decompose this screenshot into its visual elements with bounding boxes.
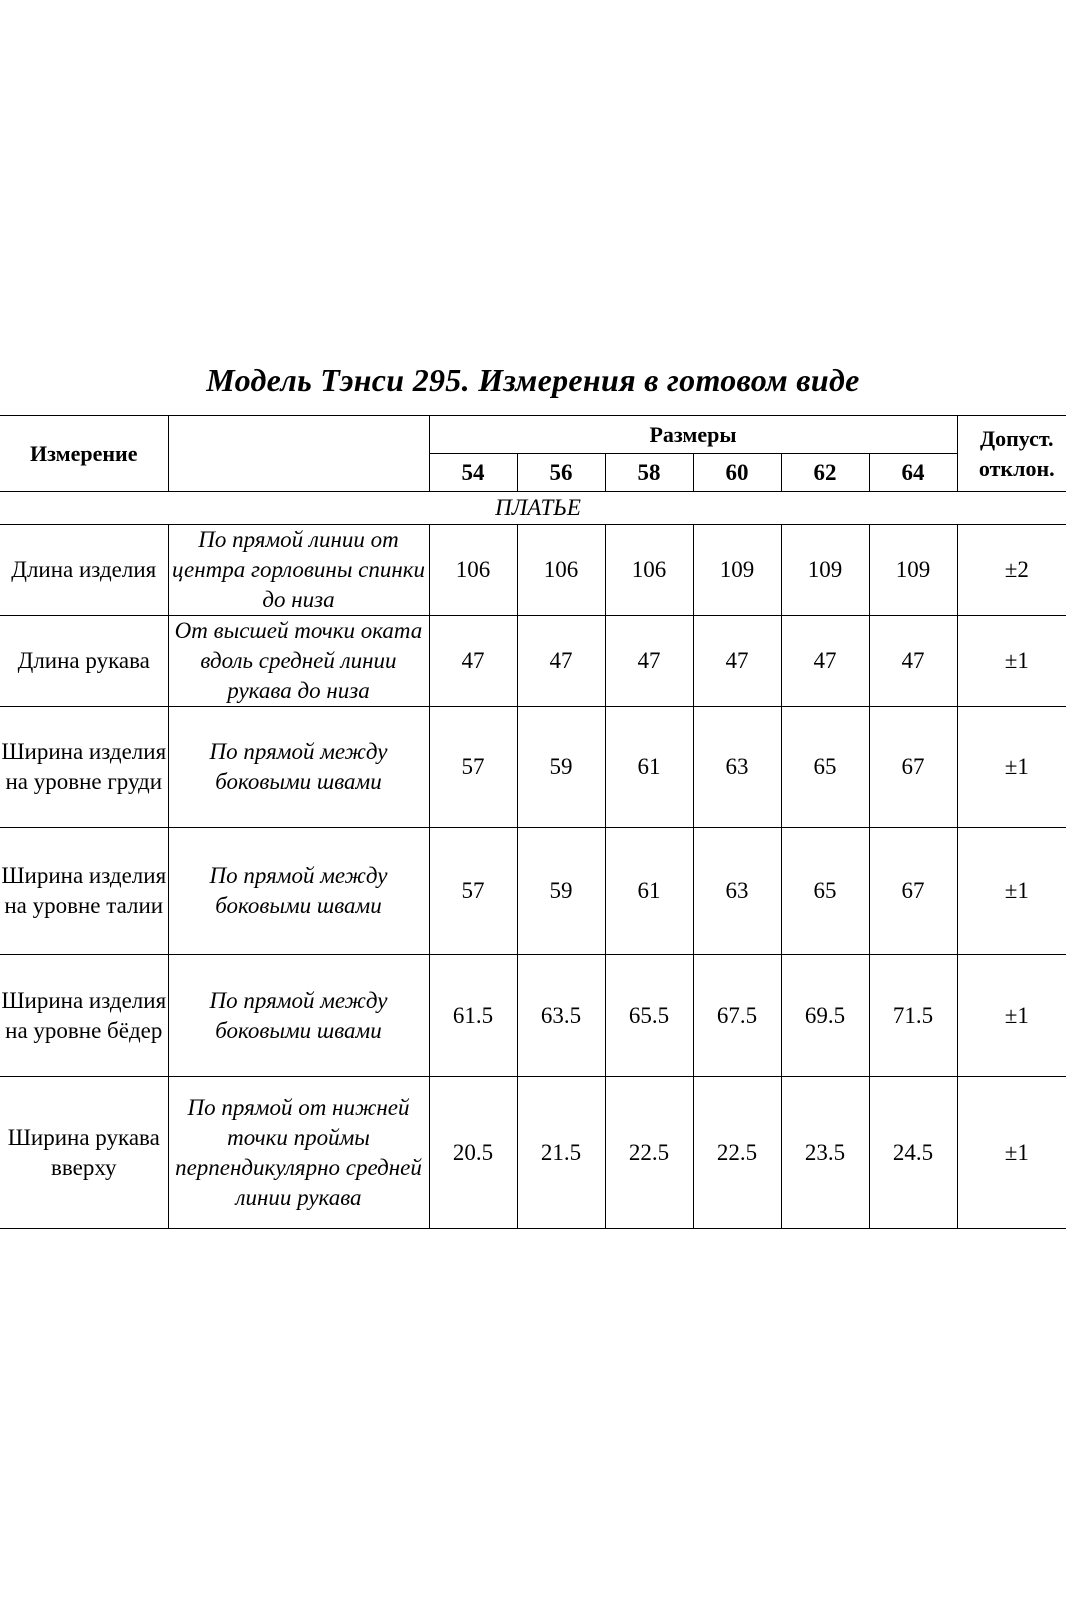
table-row bbox=[0, 707, 1066, 828]
size-header-62: 62 bbox=[781, 454, 869, 492]
value-cell: 109 bbox=[869, 525, 957, 616]
tolerance-cell: ±1 bbox=[957, 1077, 1066, 1229]
value-cell: 47 bbox=[605, 616, 693, 707]
value-cell: 24.5 bbox=[869, 1077, 957, 1229]
tolerance-cell: ±1 bbox=[957, 828, 1066, 955]
value-cell: 106 bbox=[429, 525, 517, 616]
value-cell: 22.5 bbox=[693, 1077, 781, 1229]
value-cell: 59 bbox=[517, 707, 605, 828]
value-cell: 57 bbox=[429, 828, 517, 955]
value-cell: 47 bbox=[869, 616, 957, 707]
size-header-54: 54 bbox=[429, 454, 517, 492]
measure-description: От высшей точки оката вдоль средней линии рукава до низа bbox=[168, 616, 429, 707]
size-header-64: 64 bbox=[869, 454, 957, 492]
value-cell: 63.5 bbox=[517, 955, 605, 1077]
measure-description: По прямой линии от центра горловины спинки до низа bbox=[168, 525, 429, 616]
value-cell: 69.5 bbox=[781, 955, 869, 1077]
value-cell: 21.5 bbox=[517, 1077, 605, 1229]
tolerance-cell: ±1 bbox=[957, 616, 1066, 707]
value-cell: 67.5 bbox=[693, 955, 781, 1077]
value-cell: 20.5 bbox=[429, 1077, 517, 1229]
value-cell: 65 bbox=[781, 828, 869, 955]
value-cell: 61 bbox=[605, 707, 693, 828]
value-cell: 109 bbox=[781, 525, 869, 616]
value-cell: 57 bbox=[429, 707, 517, 828]
value-cell: 63 bbox=[693, 828, 781, 955]
document-title: Модель Тэнси 295. Измерения в готовом виде bbox=[206, 362, 860, 398]
table-row bbox=[0, 1077, 1066, 1229]
measure-name: Ширина изделия на уровне талии bbox=[0, 828, 168, 955]
value-cell: 71.5 bbox=[869, 955, 957, 1077]
measurement-header: Измерение bbox=[0, 416, 168, 492]
sizes-header: Размеры bbox=[429, 416, 957, 454]
table-row bbox=[0, 616, 1066, 707]
tolerance-header: Допуст. отклон. bbox=[957, 416, 1066, 492]
measure-name: Длина изделия bbox=[0, 525, 168, 616]
tolerance-cell: ±2 bbox=[957, 525, 1066, 616]
value-cell: 61 bbox=[605, 828, 693, 955]
value-cell: 65.5 bbox=[605, 955, 693, 1077]
measure-description: По прямой между боковыми швами bbox=[168, 955, 429, 1077]
measure-name: Длина рукава bbox=[0, 616, 168, 707]
measure-description: По прямой между боковыми швами bbox=[168, 707, 429, 828]
value-cell: 67 bbox=[869, 707, 957, 828]
value-cell: 109 bbox=[693, 525, 781, 616]
measure-name: Ширина рукава вверху bbox=[0, 1077, 168, 1229]
table-row bbox=[0, 955, 1066, 1077]
value-cell: 106 bbox=[605, 525, 693, 616]
tolerance-cell: ±1 bbox=[957, 955, 1066, 1077]
size-header-56: 56 bbox=[517, 454, 605, 492]
table-row bbox=[0, 828, 1066, 955]
value-cell: 67 bbox=[869, 828, 957, 955]
tolerance-cell: ±1 bbox=[957, 707, 1066, 828]
value-cell: 47 bbox=[693, 616, 781, 707]
value-cell: 106 bbox=[517, 525, 605, 616]
measure-name: Ширина изделия на уровне груди bbox=[0, 707, 168, 828]
value-cell: 47 bbox=[781, 616, 869, 707]
measurements-table bbox=[0, 415, 1066, 1229]
measure-name: Ширина изделия на уровне бёдер bbox=[0, 955, 168, 1077]
description-header bbox=[168, 416, 429, 492]
section-label: ПЛАТЬЕ bbox=[0, 492, 1066, 525]
value-cell: 23.5 bbox=[781, 1077, 869, 1229]
value-cell: 47 bbox=[429, 616, 517, 707]
size-header-60: 60 bbox=[693, 454, 781, 492]
measure-description: По прямой между боковыми швами bbox=[168, 828, 429, 955]
value-cell: 22.5 bbox=[605, 1077, 693, 1229]
value-cell: 59 bbox=[517, 828, 605, 955]
measure-description: По прямой от нижней точки проймы перпендикулярно средней линии рукава bbox=[168, 1077, 429, 1229]
value-cell: 65 bbox=[781, 707, 869, 828]
value-cell: 61.5 bbox=[429, 955, 517, 1077]
size-header-58: 58 bbox=[605, 454, 693, 492]
table-row bbox=[0, 525, 1066, 616]
value-cell: 47 bbox=[517, 616, 605, 707]
value-cell: 63 bbox=[693, 707, 781, 828]
